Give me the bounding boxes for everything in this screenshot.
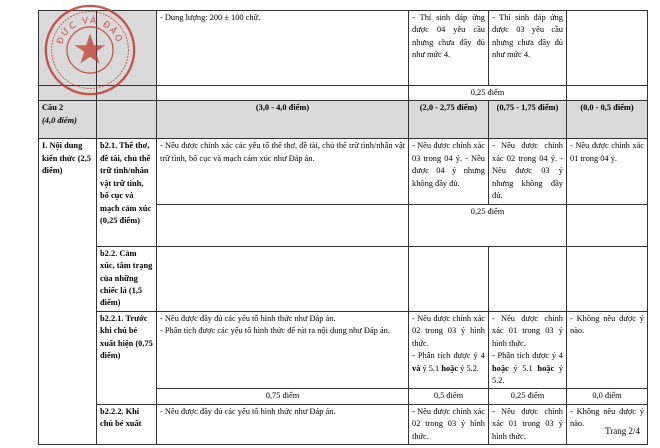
table-row bbox=[39, 11, 648, 86]
cell-empty bbox=[97, 11, 157, 86]
cell-col3: - Thí sinh đáp ứng được 03 yêu cầu nhưng chưa đầy đủ như mức 4. bbox=[489, 11, 567, 86]
cell-empty bbox=[97, 86, 157, 101]
b221-col3: - Nêu được chính xác 01 trong 03 ý hình thức. - Phân tích được ý 4 hoặc ý 5.1 hoặc ý 5.2. bbox=[489, 311, 567, 389]
cau-title: Câu 2 bbox=[42, 103, 64, 113]
table-row bbox=[39, 311, 648, 389]
b21-col3: - Nêu được chính xác 02 trong 04 ý. - Nêu được 03 ý nhưng không đầy đủ. bbox=[489, 139, 567, 204]
cell-empty bbox=[567, 246, 648, 311]
page-number: Trang 2/4 bbox=[605, 426, 640, 436]
b21-title-cell: b2.1. Thể thơ, đề tài, chủ thể trữ tình/nhân vật trữ tình, bố cục và mạch cảm xúc (0,25 điểm) bbox=[97, 139, 157, 246]
table-row bbox=[39, 404, 648, 444]
rubric-table bbox=[38, 10, 648, 445]
b221-col1: - Nêu được đầy đủ các yếu tố hình thức như Đáp án. - Phân tích được các yếu tố hình thức để rút ra nội dung như Đáp án. bbox=[157, 311, 409, 389]
score-cell: 0,25 điểm bbox=[409, 86, 567, 101]
header-level1: (3,0 - 4,0 điểm) bbox=[157, 101, 409, 139]
cell-empty bbox=[489, 246, 567, 311]
cell-col1 bbox=[157, 11, 409, 86]
cell-empty bbox=[157, 204, 409, 246]
cell-empty bbox=[157, 246, 409, 311]
svg-text:ĐỨC VÀ ĐÀO: ĐỨC VÀ ĐÀO bbox=[55, 15, 125, 46]
cell-empty bbox=[39, 11, 97, 86]
cell-col2: - Thí sinh đáp ứng được 04 yêu cầu nhưng chưa đầy đủ như mức 4. bbox=[409, 11, 489, 86]
section-title-cell: I. Nội dung kiến thức (2,5 điểm) bbox=[39, 139, 97, 445]
b222-col1: - Nêu được đầy đủ các yếu tố hình thức như Đáp án. bbox=[157, 404, 409, 444]
b221-col4: - Không nêu được ý nào. bbox=[567, 311, 648, 389]
b21-col4: - Nêu được chính xác 01 trong 04 ý. bbox=[567, 139, 648, 204]
header-level4: (0,0 - 0,5 điểm) bbox=[567, 101, 648, 139]
cell-col4 bbox=[567, 11, 648, 86]
b21-col1: - Nêu được chính xác các yếu tố thể thơ, đề tài, chủ thể trữ tình/nhân vật trữ tình, bố cục và mạch cảm xúc như Đáp án. bbox=[157, 139, 409, 204]
b221-score1: 0,75 điểm bbox=[157, 389, 409, 404]
b21-col2: - Nêu được chính xác 03 trong 04 ý. - Nêu được 04 ý nhưng không đầy đủ. bbox=[409, 139, 489, 204]
b22-title-cell: b2.2. Cảm xúc, tâm trạng của những chiếc lá (1,5 điểm) bbox=[97, 246, 157, 311]
b221-score4: 0,0 điểm bbox=[567, 389, 648, 404]
b222-col2: - Nêu được chính xác 02 trong 03 ý hình thức. bbox=[409, 404, 489, 444]
cell-empty bbox=[567, 204, 648, 246]
cau-points: (4,0 điểm) bbox=[42, 115, 77, 125]
cau-cell bbox=[39, 101, 97, 139]
table-row bbox=[39, 86, 648, 101]
b221-score3: 0,25 điểm bbox=[489, 389, 567, 404]
b222-col4: - Không nêu được ý nào. bbox=[567, 404, 648, 444]
header-row bbox=[39, 101, 648, 139]
dung-luong-text: - Dung lượng: 200 ± 100 chữ. bbox=[160, 13, 261, 22]
cell-empty bbox=[409, 246, 489, 311]
header-level2: (2,0 - 2,75 điểm) bbox=[409, 101, 489, 139]
cell-empty bbox=[567, 86, 648, 101]
table-row bbox=[39, 246, 648, 311]
table-row bbox=[39, 139, 648, 204]
b221-col2: - Nêu được chính xác 02 trong 03 ý hình thức. - Phân tích được ý 4 và ý 5.1 hoặc ý 5.2. bbox=[409, 311, 489, 389]
b222-title-cell: b2.2.2. Khi chú bé xuất bbox=[97, 404, 157, 444]
cell-empty bbox=[39, 86, 97, 101]
b21-score: 0,25 điểm bbox=[409, 204, 567, 246]
cell-empty bbox=[97, 101, 157, 139]
header-level3: (0,75 - 1,75 điểm) bbox=[489, 101, 567, 139]
b221-title-cell: b2.2.1. Trước khi chú bé xuất hiện (0,75 điểm) bbox=[97, 311, 157, 404]
b221-score2: 0,5 điểm bbox=[409, 389, 489, 404]
b222-col3: - Nêu được chính xác 01 trong 03 ý hình thức. bbox=[489, 404, 567, 444]
cell-empty bbox=[157, 86, 409, 101]
